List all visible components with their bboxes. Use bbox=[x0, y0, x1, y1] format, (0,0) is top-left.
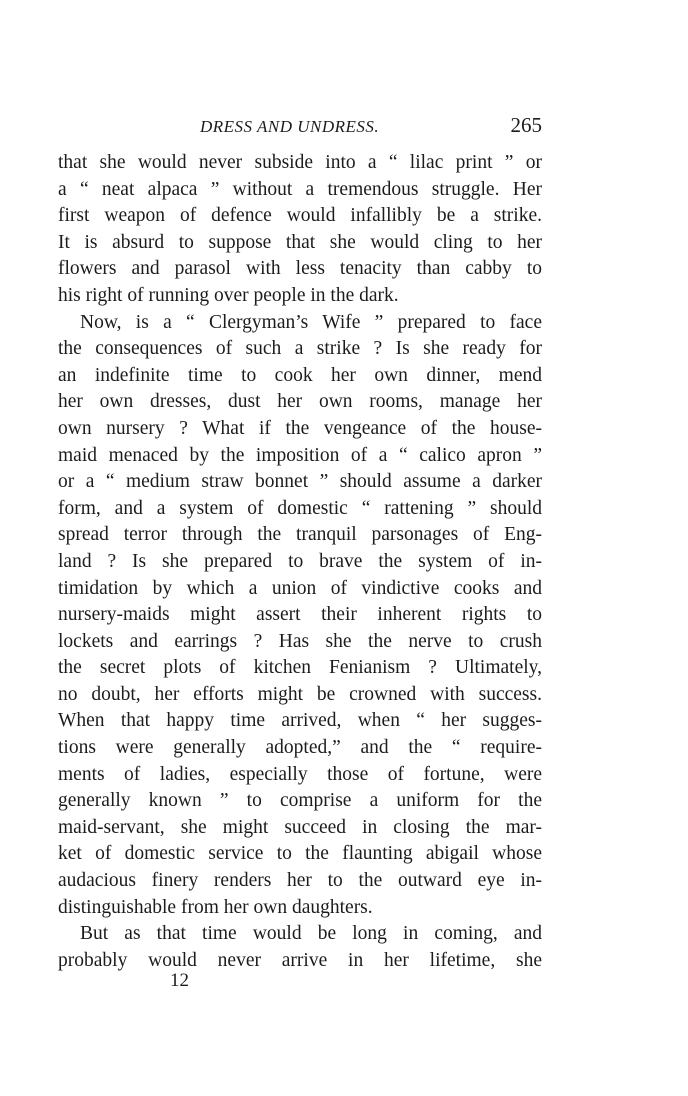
text-line: maid menaced by the imposition of a “ calico apron ” bbox=[58, 444, 542, 466]
text-line: or a “ medium straw bonnet ” should assume a darker bbox=[58, 471, 542, 493]
running-head bbox=[58, 113, 542, 143]
page-number: 265 bbox=[510, 113, 542, 137]
text-line: tions were generally adopted,” and the “ require- bbox=[58, 737, 542, 759]
paragraph-start-line: Now, is a “ Clergyman’s Wife ” prepared to face bbox=[80, 311, 542, 333]
text-line: first weapon of defence would infallibly be a strike. bbox=[58, 205, 542, 227]
text-line: generally known ” to comprise a uniform for the bbox=[58, 790, 542, 812]
text-line: It is absurd to suppose that she would cling to her bbox=[58, 231, 542, 253]
text-line: the consequences of such a strike ? Is she ready for bbox=[58, 338, 542, 360]
paragraph-start-line: But as that time would be long in coming, and bbox=[80, 923, 542, 945]
text-line: audacious finery renders her to the outward eye in- bbox=[58, 870, 542, 892]
text-line: the secret plots of kitchen Fenianism ? Ultimately, bbox=[58, 657, 542, 679]
text-line: form, and a system of domestic “ rattening ” should bbox=[58, 497, 542, 519]
text-line: own nursery ? What if the vengeance of the house- bbox=[58, 417, 542, 439]
text-line: that she would never subside into a “ lilac print ” or bbox=[58, 152, 542, 173]
text-line: flowers and parasol with less tenacity than cabby to bbox=[58, 258, 542, 280]
text-line: ments of ladies, especially those of fortune, were bbox=[58, 763, 542, 785]
text-line: When that happy time arrived, when “ her sugges- bbox=[58, 710, 542, 732]
signature-mark: 12 bbox=[170, 970, 189, 991]
text-line: land ? Is she prepared to brave the system of in- bbox=[58, 550, 542, 572]
text-line: her own dresses, dust her own rooms, manage her bbox=[58, 391, 542, 413]
text-line: ket of domestic service to the flaunting abigail whose bbox=[58, 843, 542, 865]
body-text bbox=[58, 150, 542, 974]
text-line: no doubt, her efforts might be crowned with success. bbox=[58, 683, 542, 705]
text-line: maid-servant, she might succeed in closing the mar- bbox=[58, 816, 542, 838]
text-line: distinguishable from her own daughters. bbox=[58, 896, 373, 918]
text-line: probably would never arrive in her lifetime, she bbox=[58, 949, 542, 971]
text-line: his right of running over people in the dark. bbox=[58, 284, 399, 306]
text-line: nursery-maids might assert their inherent rights to bbox=[58, 604, 542, 626]
text-line: spread terror through the tranquil parsonages of Eng- bbox=[58, 524, 542, 546]
running-head-title: DRESS AND UNDRESS. bbox=[200, 117, 380, 136]
text-line: timidation by which a union of vindictive cooks and bbox=[58, 577, 542, 599]
text-line: a “ neat alpaca ” without a tremendous struggle. Her bbox=[58, 178, 542, 200]
text-line: an indefinite time to cook her own dinner, mend bbox=[58, 364, 542, 386]
text-line: lockets and earrings ? Has she the nerve to crush bbox=[58, 630, 542, 652]
